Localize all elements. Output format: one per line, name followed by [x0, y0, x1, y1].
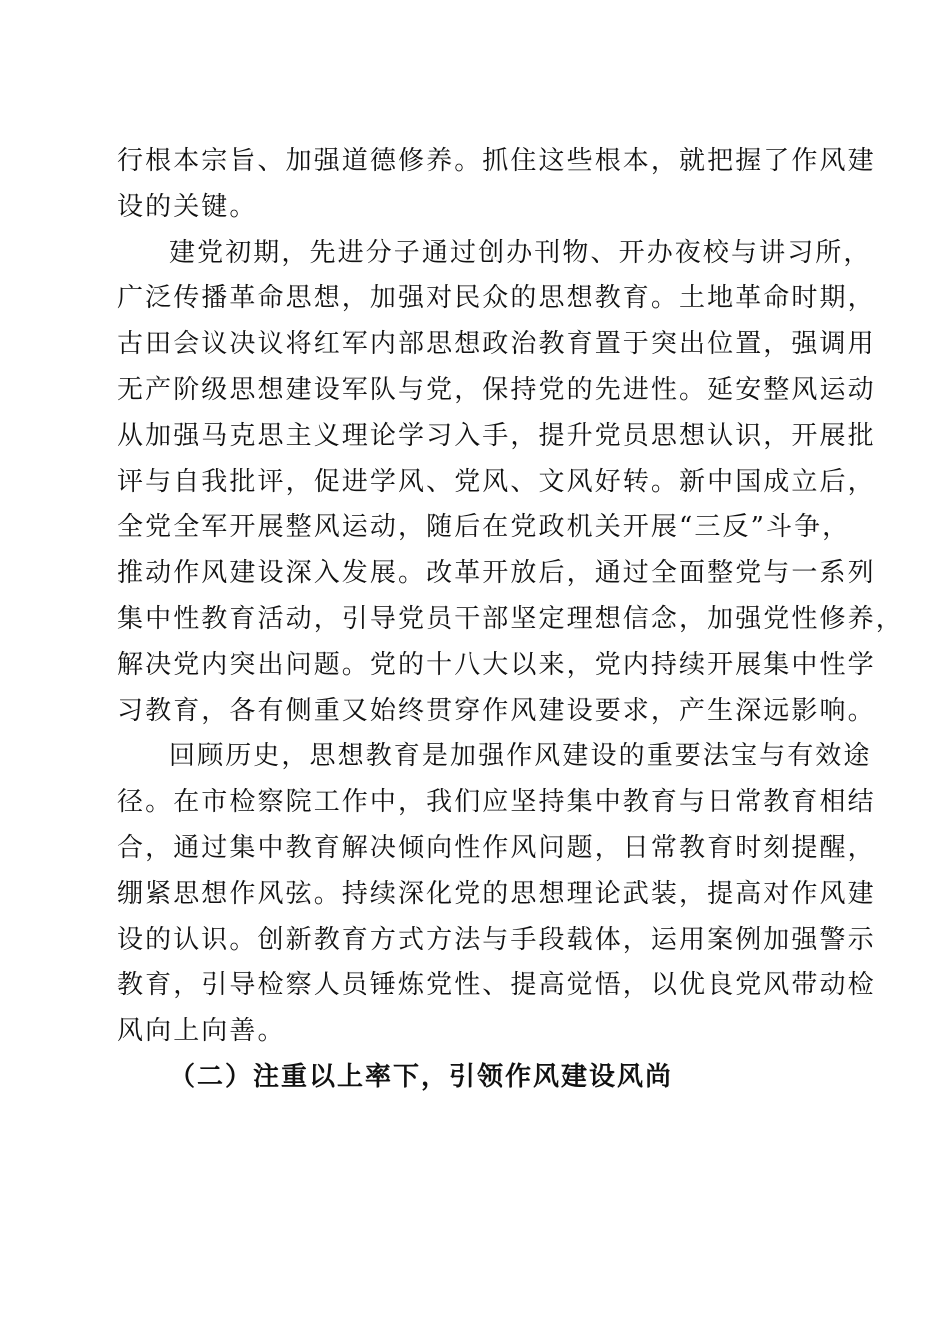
paragraph-party-history: [117, 231, 904, 735]
text-line: 广泛传播革命思想，加强对民众的思想教育。土地革命时期，: [117, 283, 876, 314]
text-line: 推动作风建设深入发展。改革开放后，通过全面整党与一系列: [117, 558, 876, 589]
text-line: 建党初期，先进分子通过创办刊物、开办夜校与讲习所，: [169, 237, 872, 268]
text-line: 行根本宗旨、加强道德修养。抓住这些根本，就把握了作风建: [117, 146, 876, 176]
text-line: 集中性教育活动，引导党员干部坚定理想信念，加强党性修养，: [117, 603, 904, 634]
text-line: 教育，引导检察人员锤炼党性、提高觉悟，以优良党风带动检: [117, 970, 876, 1001]
text-line: 解决党内突出问题。党的十八大以来，党内持续开展集中性学: [117, 649, 876, 680]
text-line: 径。在市检察院工作中，我们应坚持集中教育与日常教育相结: [117, 787, 876, 818]
body-text: [117, 139, 904, 1101]
text-line: 设的认识。创新教育方式方法与手段载体，运用案例加强警示: [117, 924, 876, 955]
text-line: 绷紧思想作风弦。持续深化党的思想理论武装，提高对作风建: [117, 878, 876, 909]
text-line: 无产阶级思想建设军队与党，保持党的先进性。延安整风运动: [117, 374, 876, 405]
text-line: 评与自我批评，促进学风、党风、文风好转。新中国成立后，: [117, 466, 876, 497]
text-line: 回顾历史，思想教育是加强作风建设的重要法宝与有效途: [169, 741, 872, 772]
text-line: 风向上向善。: [117, 1016, 286, 1047]
section-heading-text: （二）注重以上率下，引领作风建设风尚: [169, 1061, 674, 1092]
text-line: 从加强马克思主义理论学习入手，提升党员思想认识，开展批: [117, 420, 876, 451]
text-line: 习教育，各有侧重又始终贯穿作风建设要求，产生深远影响。: [117, 695, 876, 726]
text-line: 古田会议决议将红军内部思想政治教育置于突出位置，强调用: [117, 329, 876, 360]
paragraph-review: [117, 734, 876, 1055]
text-line: 设的关键。: [117, 191, 258, 222]
section-heading: [117, 1055, 837, 1101]
text-line: 全党全军开展整风运动，随后在党政机关开展“三反”斗争，: [117, 512, 851, 543]
text-line: 合，通过集中教育解决倾向性作风问题，日常教育时刻提醒，: [117, 832, 876, 863]
paragraph-continuation: [117, 139, 876, 231]
